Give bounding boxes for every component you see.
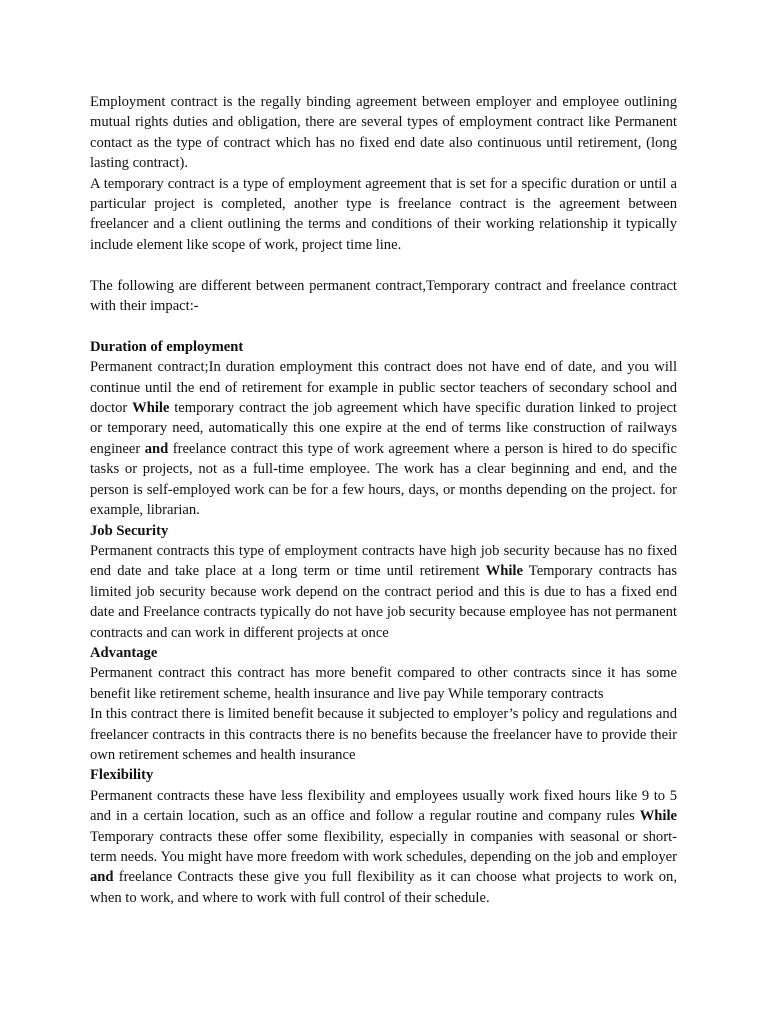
duration-bold-and: and <box>144 440 169 457</box>
security-bold-while: While <box>485 563 523 580</box>
intro-paragraph-1: Employment contract is the regally binding agreement between employer and employee outlining mutual rights duties and obligation, there are several types of employment contract like Permanent contact as the type of contract which has no fixed end date also continuous until retirement, (long lasting contract). <box>90 94 677 172</box>
document-page <box>90 92 677 908</box>
advantage-heading: Advantage <box>90 644 158 661</box>
advantage-paragraph-1: Permanent contract this contract has more benefit compared to other contracts since it has some benefit like retirement scheme, health insurance and live pay While temporary contracts <box>90 665 677 702</box>
duration-text-2: temporary contract the job agreement which have specific duration linked to project or temporary need, automatically this one expire at the end of terms like construction of railways engineer <box>90 400 677 457</box>
flexibility-paragraph <box>90 786 677 908</box>
duration-paragraph <box>90 357 677 520</box>
flexibility-text-1: Permanent contracts these have less flexibility and employees usually work fixed hours like 9 to 5 and in a certain location, such as an office and follow a regular routine and company rules <box>90 787 677 825</box>
flexibility-text-2: Temporary contracts these offer some flexibility, especially in companies with seasonal or short-term needs. You might have more freedom with work schedules, depending on the job and employer <box>90 828 677 865</box>
security-text-2: Temporary contracts has limited job security because work depend on the contract period and this is due to has a fixed end date and Freelance contracts typically do not have job security because employee has not permanent contracts and can work in different projects at once <box>90 563 677 641</box>
flexibility-text-3: freelance Contracts these give you full flexibility as it can choose what projects to work on, when to work, and where to work with full control of their schedule. <box>90 869 677 906</box>
flexibility-heading: Flexibility <box>90 767 154 784</box>
duration-heading: Duration of employment <box>90 338 244 355</box>
duration-text-3: freelance contract this type of work agreement where a person is hired to do specific tasks or projects, not as a full-time employee. The work has a clear beginning and end, and the person is self-employed work can be for a few hours, days, or months depending on the project. for example, librarian. <box>90 440 678 519</box>
blank-line <box>90 255 677 275</box>
intro-paragraph-2: A temporary contract is a type of employment agreement that is set for a specific duration or until a particular project is completed, another type is freelance contract is the agreement between freelancer and a client outlining the terms and conditions of their working relationship it typically include element like scope of work, project time line. <box>90 175 677 253</box>
security-text-1: Permanent contracts this type of employment contracts have high job security because has no fixed end date and take place at a long term or time until retirement <box>90 542 677 580</box>
flexibility-bold-and: and <box>90 869 114 886</box>
security-paragraph <box>90 541 677 643</box>
advantage-paragraph-2: In this contract there is limited benefit because it subjected to employer’s policy and regulations and freelancer contracts in this contracts there is no benefits because the freelancer have to provide their own retirement schemes and health insurance <box>90 706 677 763</box>
duration-bold-while: While <box>132 400 170 417</box>
security-heading: Job Security <box>90 522 169 539</box>
blank-line <box>90 316 677 336</box>
flexibility-bold-while: While <box>639 808 677 825</box>
duration-text-1: Permanent contract;In duration employment this contract does not have end of date, and you will continue until the end of retirement for example in public sector teachers of secondary school and doctor <box>90 359 677 417</box>
intro-paragraph-3: The following are different between permanent contract,Temporary contract and freelance contract with their impact:- <box>90 277 677 315</box>
